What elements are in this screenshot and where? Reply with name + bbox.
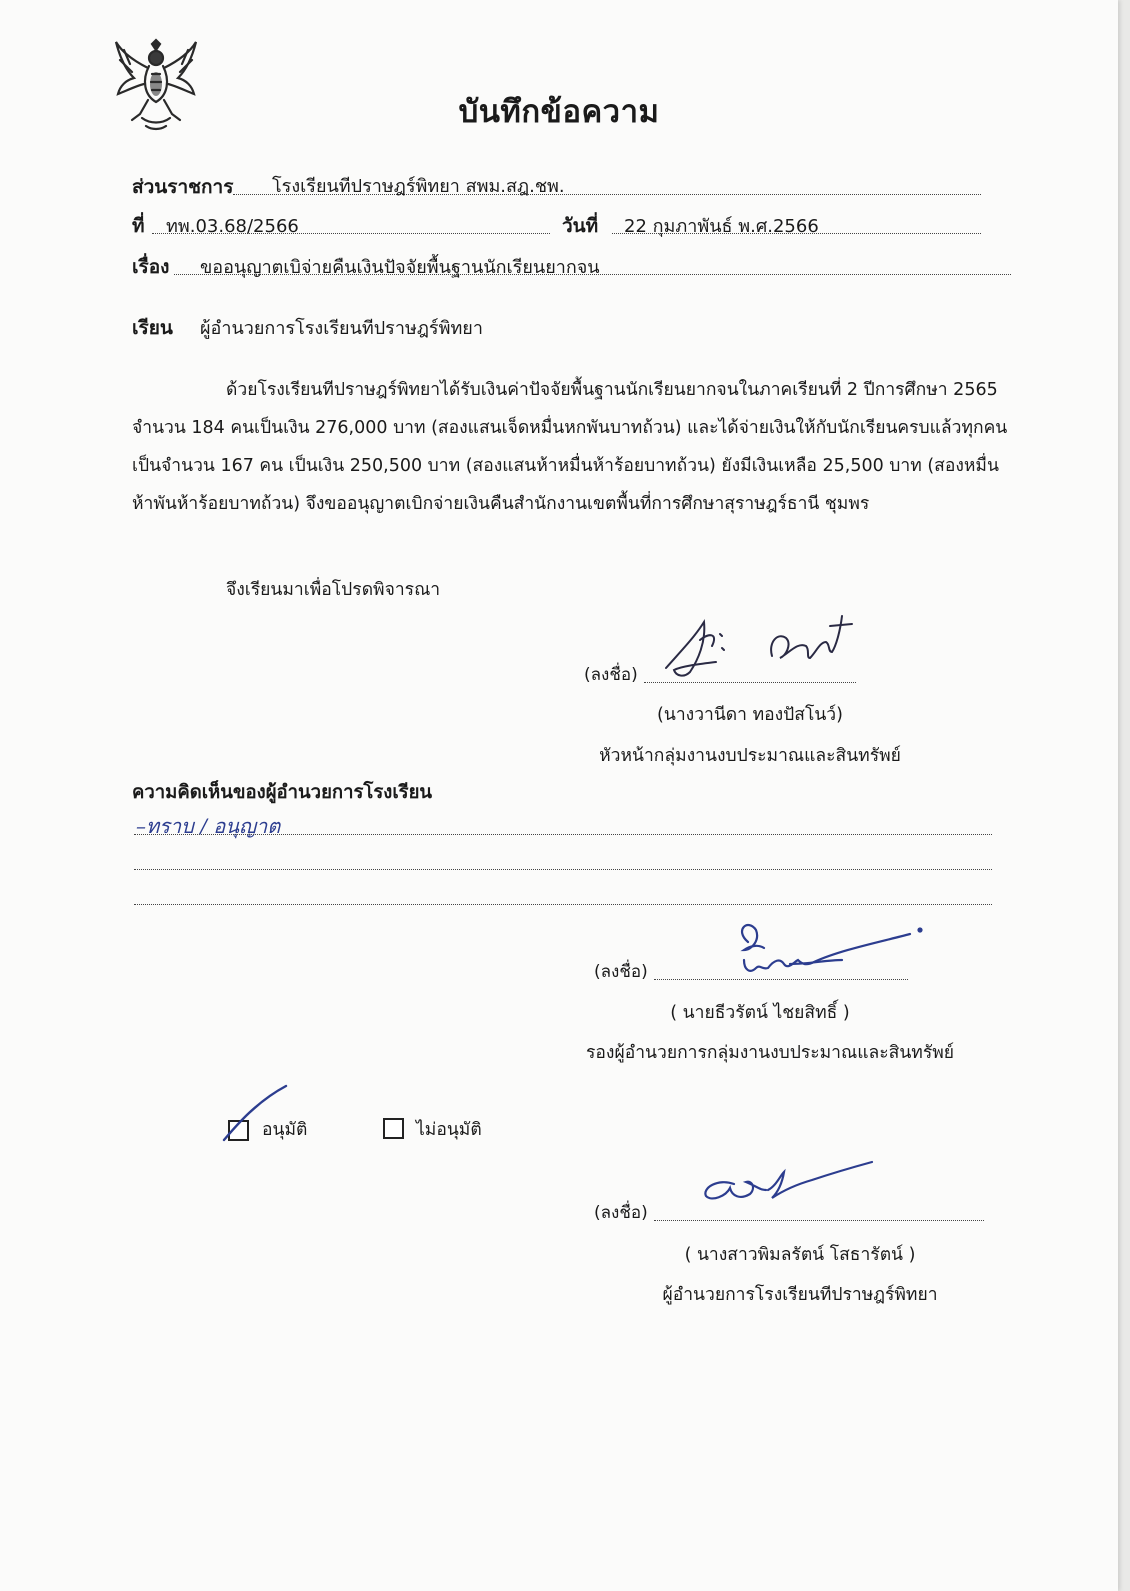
approve-label: อนุมัติ (262, 1120, 308, 1140)
department-value: โรงเรียนทีปราษฎร์พิทยา สพม.สฎ.ชพ. (272, 176, 565, 197)
subject-label: เรื่อง (132, 256, 170, 278)
reference-label: ที่ (132, 215, 145, 237)
closing-text: จึงเรียนมาเพื่อโปรดพิจารณา (226, 580, 441, 600)
sign-label-1: (ลงชื่อ) (584, 665, 638, 685)
opinion-dotline-1 (134, 834, 992, 835)
subject-value: ขออนุญาตเบิจ่ายคืนเงินปัจจัยพื้นฐานนักเรียนยากจน (200, 257, 600, 278)
memo-title: บันทึกข้อความ (458, 94, 660, 130)
reject-label: ไม่อนุมัติ (416, 1120, 482, 1140)
department-label: ส่วนราชการ (132, 176, 234, 198)
sign-label-3: (ลงชื่อ) (594, 1203, 648, 1223)
signatory3-name: ( นางสาวพิมลรัตน์ โสธารัตน์ ) (684, 1245, 916, 1265)
sign-label-2: (ลงชื่อ) (594, 962, 648, 982)
opinion-dotline-3 (134, 904, 992, 905)
salutation-value: ผู้อำนวยการโรงเรียนทีปราษฎร์พิทยา (200, 318, 483, 339)
body-line-2: จำนวน 184 คนเป็นเงิน 276,000 บาท (สองแสนเจ็ดหมื่นหกพันบาทถ้วน) และได้จ่ายเงินให้กับนักเรียนครบแล้วทุกคน (132, 418, 1008, 438)
signatory2-name: ( นายธีวรัตน์ ไชยสิทธิ์ ) (670, 1003, 850, 1023)
signature-3 (700, 1160, 890, 1220)
signatory3-position: ผู้อำนวยการโรงเรียนทีปราษฎร์พิทยา (662, 1285, 938, 1305)
date-value: 22 กุมภาพันธ์ พ.ศ.2566 (624, 216, 819, 237)
signatory1-name: (นางวานีดา ทองปัสโนว์) (657, 705, 843, 725)
body-line-1: ด้วยโรงเรียนทีปราษฎร์พิทยาได้รับเงินค่าปัจจัยพื้นฐานนักเรียนยากจนในภาคเรียนที่ 2 ปีการศึกษา 2565 (226, 380, 998, 400)
date-label: วันที่ (562, 215, 599, 237)
signatory2-position: รองผู้อำนวยการกลุ่มงานงบประมาณและสินทรัพย์ (585, 1043, 955, 1063)
signature-1 (660, 612, 860, 692)
signature-dotline-3 (654, 1220, 984, 1221)
opinion-dotline-2 (134, 869, 992, 870)
signature-2 (730, 920, 930, 986)
body-line-4: ห้าพันห้าร้อยบาทถ้วน) จึงขออนุญาตเบิกจ่ายเงินคืนสำนักงานเขตพื้นที่การศึกษาสุราษฎร์ธานี ชุมพร (132, 494, 870, 514)
body-line-3: เป็นจำนวน 167 คน เป็นเงิน 250,500 บาท (สองแสนห้าหมื่นห้าร้อยบาทถ้วน) ยังมีเงินเหลือ 25,500 บาท (สองหมื่น (132, 456, 999, 476)
signatory1-position: หัวหน้ากลุ่มงานงบประมาณและสินทรัพย์ (599, 746, 901, 766)
opinion-heading: ความคิดเห็นของผู้อำนวยการโรงเรียน (132, 782, 433, 803)
opinion-handwritten: –ทราบ / อนุญาต (136, 814, 281, 838)
reference-value: ทพ.03.68/2566 (166, 216, 299, 237)
salutation-label: เรียน (132, 317, 173, 339)
reject-checkbox[interactable] (383, 1118, 404, 1139)
